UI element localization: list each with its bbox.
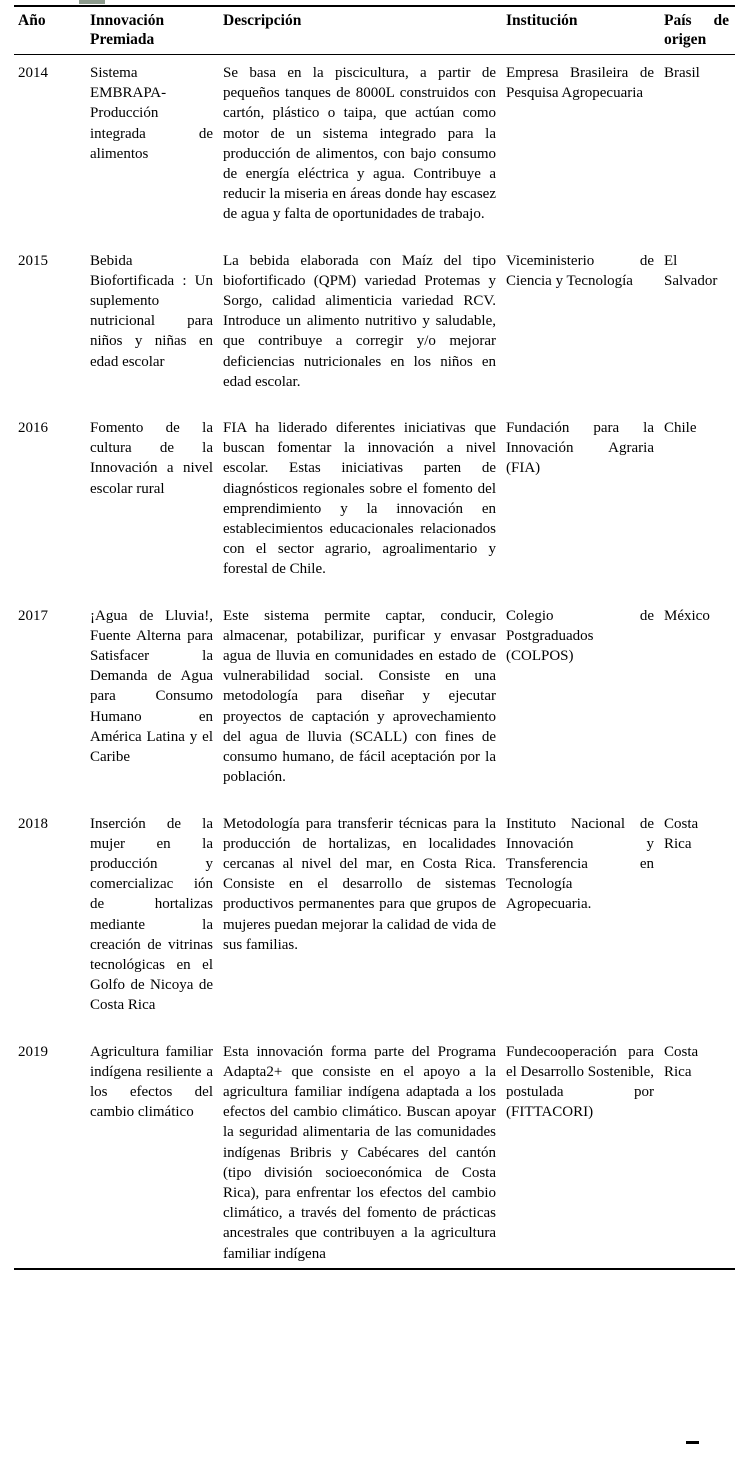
table-row (14, 55, 735, 243)
cell-pais: Costa Rica (660, 1034, 735, 1269)
cell-anio: 2017 (18, 607, 48, 624)
cell-institucion: Viceministerio de Ciencia y Tecnología (506, 252, 654, 289)
table-row (14, 243, 735, 410)
cell-pais: Chile (664, 420, 697, 437)
cell-descripcion: FIA ha liderado diferentes iniciativas que buscan fomentar la innovación a nivel escolar. Estas iniciativas parten de diagnósticos regionales sobre el fomento del emprendimiento y la innovación en establecimientos educacionales relacionados con el sector agrario, agroalimentario y forestal de Chile. (223, 420, 496, 578)
column-header-pais: País de origen (660, 6, 735, 55)
cell-institucion: Colegio de Postgraduados (COLPOS) (506, 607, 654, 665)
cell-innovacion: ¡Agua de Lluvia!, Fuente Alterna para Satisfacer la Demanda de Agua para Consumo Humano en América Latina y el Caribe (90, 607, 213, 766)
cell-innovacion: Sistema EMBRAPA-Producción integrada de alimentos (90, 65, 213, 162)
cell-institucion: Fundación para la Innovación Agraria (FIA) (506, 420, 654, 477)
table-header (14, 6, 735, 55)
cell-innovacion: Agricultura familiar indígena resiliente a los efectos del cambio climático (86, 1034, 219, 1269)
table-row (14, 598, 735, 806)
cell-innovacion: Fomento de la cultura de la Innovación a nivel escolar rural (90, 420, 213, 497)
cell-anio: 2018 (18, 815, 48, 832)
cell-anio: 2015 (18, 252, 48, 269)
cell-pais: Brasil (664, 65, 700, 81)
column-header-anio: Año (14, 6, 86, 55)
column-header-innovacion: Innovación Premiada (86, 6, 219, 55)
cell-anio: 2016 (18, 420, 48, 437)
column-header-descripcion: Descripción (219, 6, 502, 55)
table-row (14, 410, 735, 598)
awarded-innovations-table (14, 5, 735, 1270)
cell-descripcion: Esta innovación forma parte del Programa Adapta2+ que consiste en el apoyo a la agricultura familiar indígena adaptada a los efectos del cambio climático. Buscan apoyar la seguridad alimentaria de las comunidades indígenas Bribris y Cabécares del cantón (tipo división socioeconómica de Costa Rica), para enfrentar los efectos del cambio climático, a través del fomento de prácticas ancestrales que contribuyen a la agricultura familiar indígena (219, 1034, 502, 1269)
cell-pais: México (664, 607, 710, 624)
table-row (14, 1034, 735, 1269)
cell-anio: 2014 (18, 65, 48, 81)
cell-anio: 2019 (14, 1034, 86, 1269)
cell-descripcion: Se basa en la piscicultura, a partir de pequeños tanques de 8000L construidos con cartón, plástico o taipa, que actúan como motor de un sistema integrado para la producción de alimentos, con bajo consumo de energía eléctrica y agua. Contribuye a reducir la miseria en áreas donde hay escasez de agua y falta de oportunidades de trabajo. (223, 65, 496, 223)
page-bottom-artifact (686, 1441, 699, 1444)
cell-descripcion: Este sistema permite captar, conducir, almacenar, potabilizar, purificar y envasar agua de lluvia en comunidades en estado de vulnerabilidad social. Consiste en una metodología para diseñar y ejecutar proyectos de captación y aprovechamiento del agua de lluvia (SCALL) con fines de consumo humano, de fácil aceptación por la población. (223, 607, 496, 786)
cell-innovacion: Inserción de la mujer en la producción y comercializac ión de hortalizas mediante la creación de vitrinas tecnológicas en el Golfo de Nicoya de Costa Rica (90, 815, 213, 1014)
page-top-artifact (79, 0, 105, 4)
table-header-row (14, 6, 735, 55)
cell-pais: Costa Rica (664, 815, 699, 852)
cell-institucion: Fundecooperación para el Desarrollo Sostenible, postulada por (FITTACORI) (502, 1034, 660, 1269)
table-body (14, 55, 735, 1269)
cell-institucion: Empresa Brasileira de Pesquisa Agropecuaria (506, 65, 654, 102)
cell-descripcion: La bebida elaborada con Maíz del tipo biofortificado (QPM) variedad Protemas y Sorgo, calidad alimenticia variedad RCV. Introduce un alimento nutritivo y saludable, que contribuye a corregir y/o mejorar deficiencias nutricionales en los niños en edad escolar. (223, 252, 496, 390)
column-header-institucion: Institución (502, 6, 660, 55)
cell-pais: El Salvador (664, 252, 718, 289)
cell-institucion: Instituto Nacional de Innovación y Transferencia en Tecnología Agropecuaria. (506, 815, 654, 913)
cell-innovacion: Bebida Biofortificada : Un suplemento nutricional para niños y niñas en edad escolar (90, 252, 213, 370)
table-row (14, 806, 735, 1034)
cell-descripcion: Metodología para transferir técnicas para la producción de hortalizas, en localidades cercanas al nivel del mar, en Costa Rica. Consiste en el desarrollo de sistemas productivos permanentes para que grupos de mujeres puedan mejorar la calidad de vida de sus familias. (223, 815, 496, 953)
